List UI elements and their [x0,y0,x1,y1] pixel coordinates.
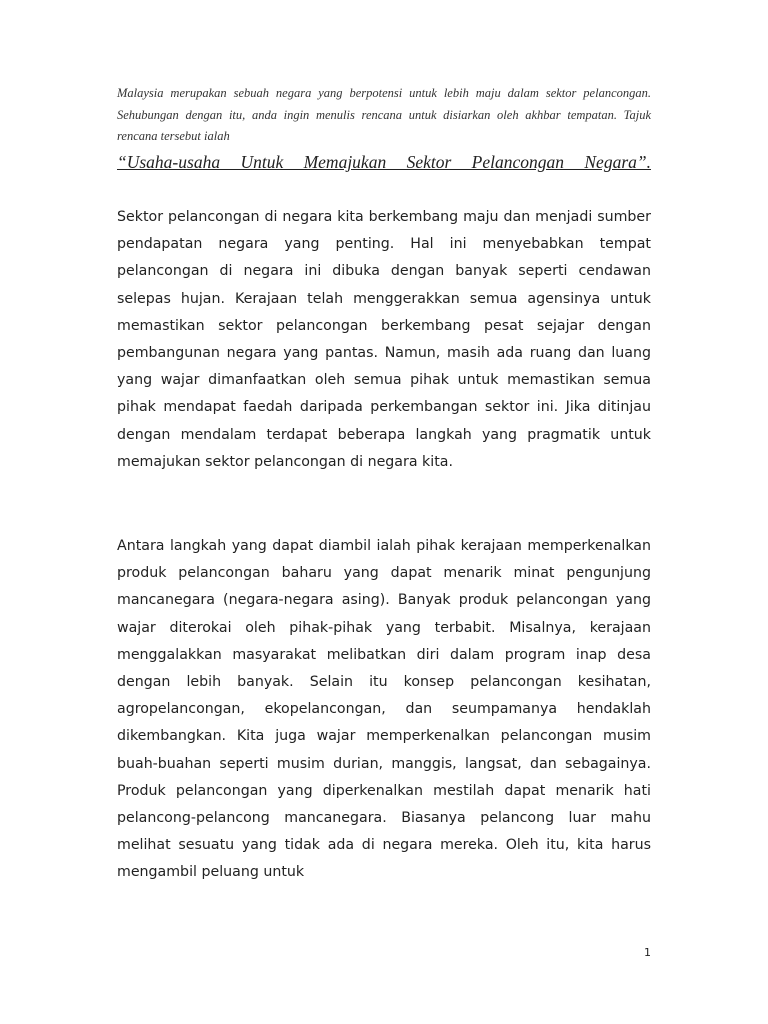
paragraph-2: Antara langkah yang dapat diambil ialah pihak kerajaan memperkenalkan produk pelancongan baharu yang dapat menarik minat pengunjung mancanegara (negara-negara asing). Banyak produk pelancongan yang wajar diterokai oleh pihak-pihak yang terbabit. Misalnya, kerajaan menggalakkan masyarakat melibatkan diri dalam program inap desa dengan lebih banyak. Selain itu konsep pelancongan kesihatan, agropelancongan, ekopelancongan, dan seumpamanya hendaklah dikembangkan. Kita juga wajar memperkenalkan pelancongan musim buah-buahan seperti musim durian, manggis, langsat, dan sebagainya. Produk pelancongan yang diperkenalkan mestilah dapat menarik hati pelancong-pelancong mancanegara. Biasanya pelancong luar mahu melihat sesuatu yang tidak ada di negara mereka. Oleh itu, kita harus mengambil peluang untuk [117,538,651,881]
page-number: 1 [644,946,651,959]
essay-title: “Usaha-usaha Untuk Memajukan Sektor Pelancongan Negara”. [117,152,651,172]
paragraph-1: Sektor pelancongan di negara kita berkembang maju dan menjadi sumber pendapatan negara yang penting. Hal ini menyebabkan tempat pelancongan di negara ini dibuka dengan banyak seperti cendawan selepas hujan. Kerajaan telah menggerakkan semua agensinya untuk memastikan sektor pelancongan berkembang pesat sejajar dengan pembangunan negara yang pantas. Namun, masih ada ruang dan luang yang wajar dimanfaatkan oleh semua pihak untuk memastikan semua pihak mendapat faedah daripada perkembangan sektor ini. Jika ditinjau dengan mendalam terdapat beberapa langkah yang pragmatik untuk memajukan sektor pelancongan di negara kita. [117,209,651,470]
essay-prompt: Malaysia merupakan sebuah negara yang berpotensi untuk lebih maju dalam sektor pelancongan. Sehubungan dengan itu, anda ingin menulis rencana untuk disiarkan oleh akhbar tempatan. Tajuk rencana tersebut ialah [117,86,651,143]
